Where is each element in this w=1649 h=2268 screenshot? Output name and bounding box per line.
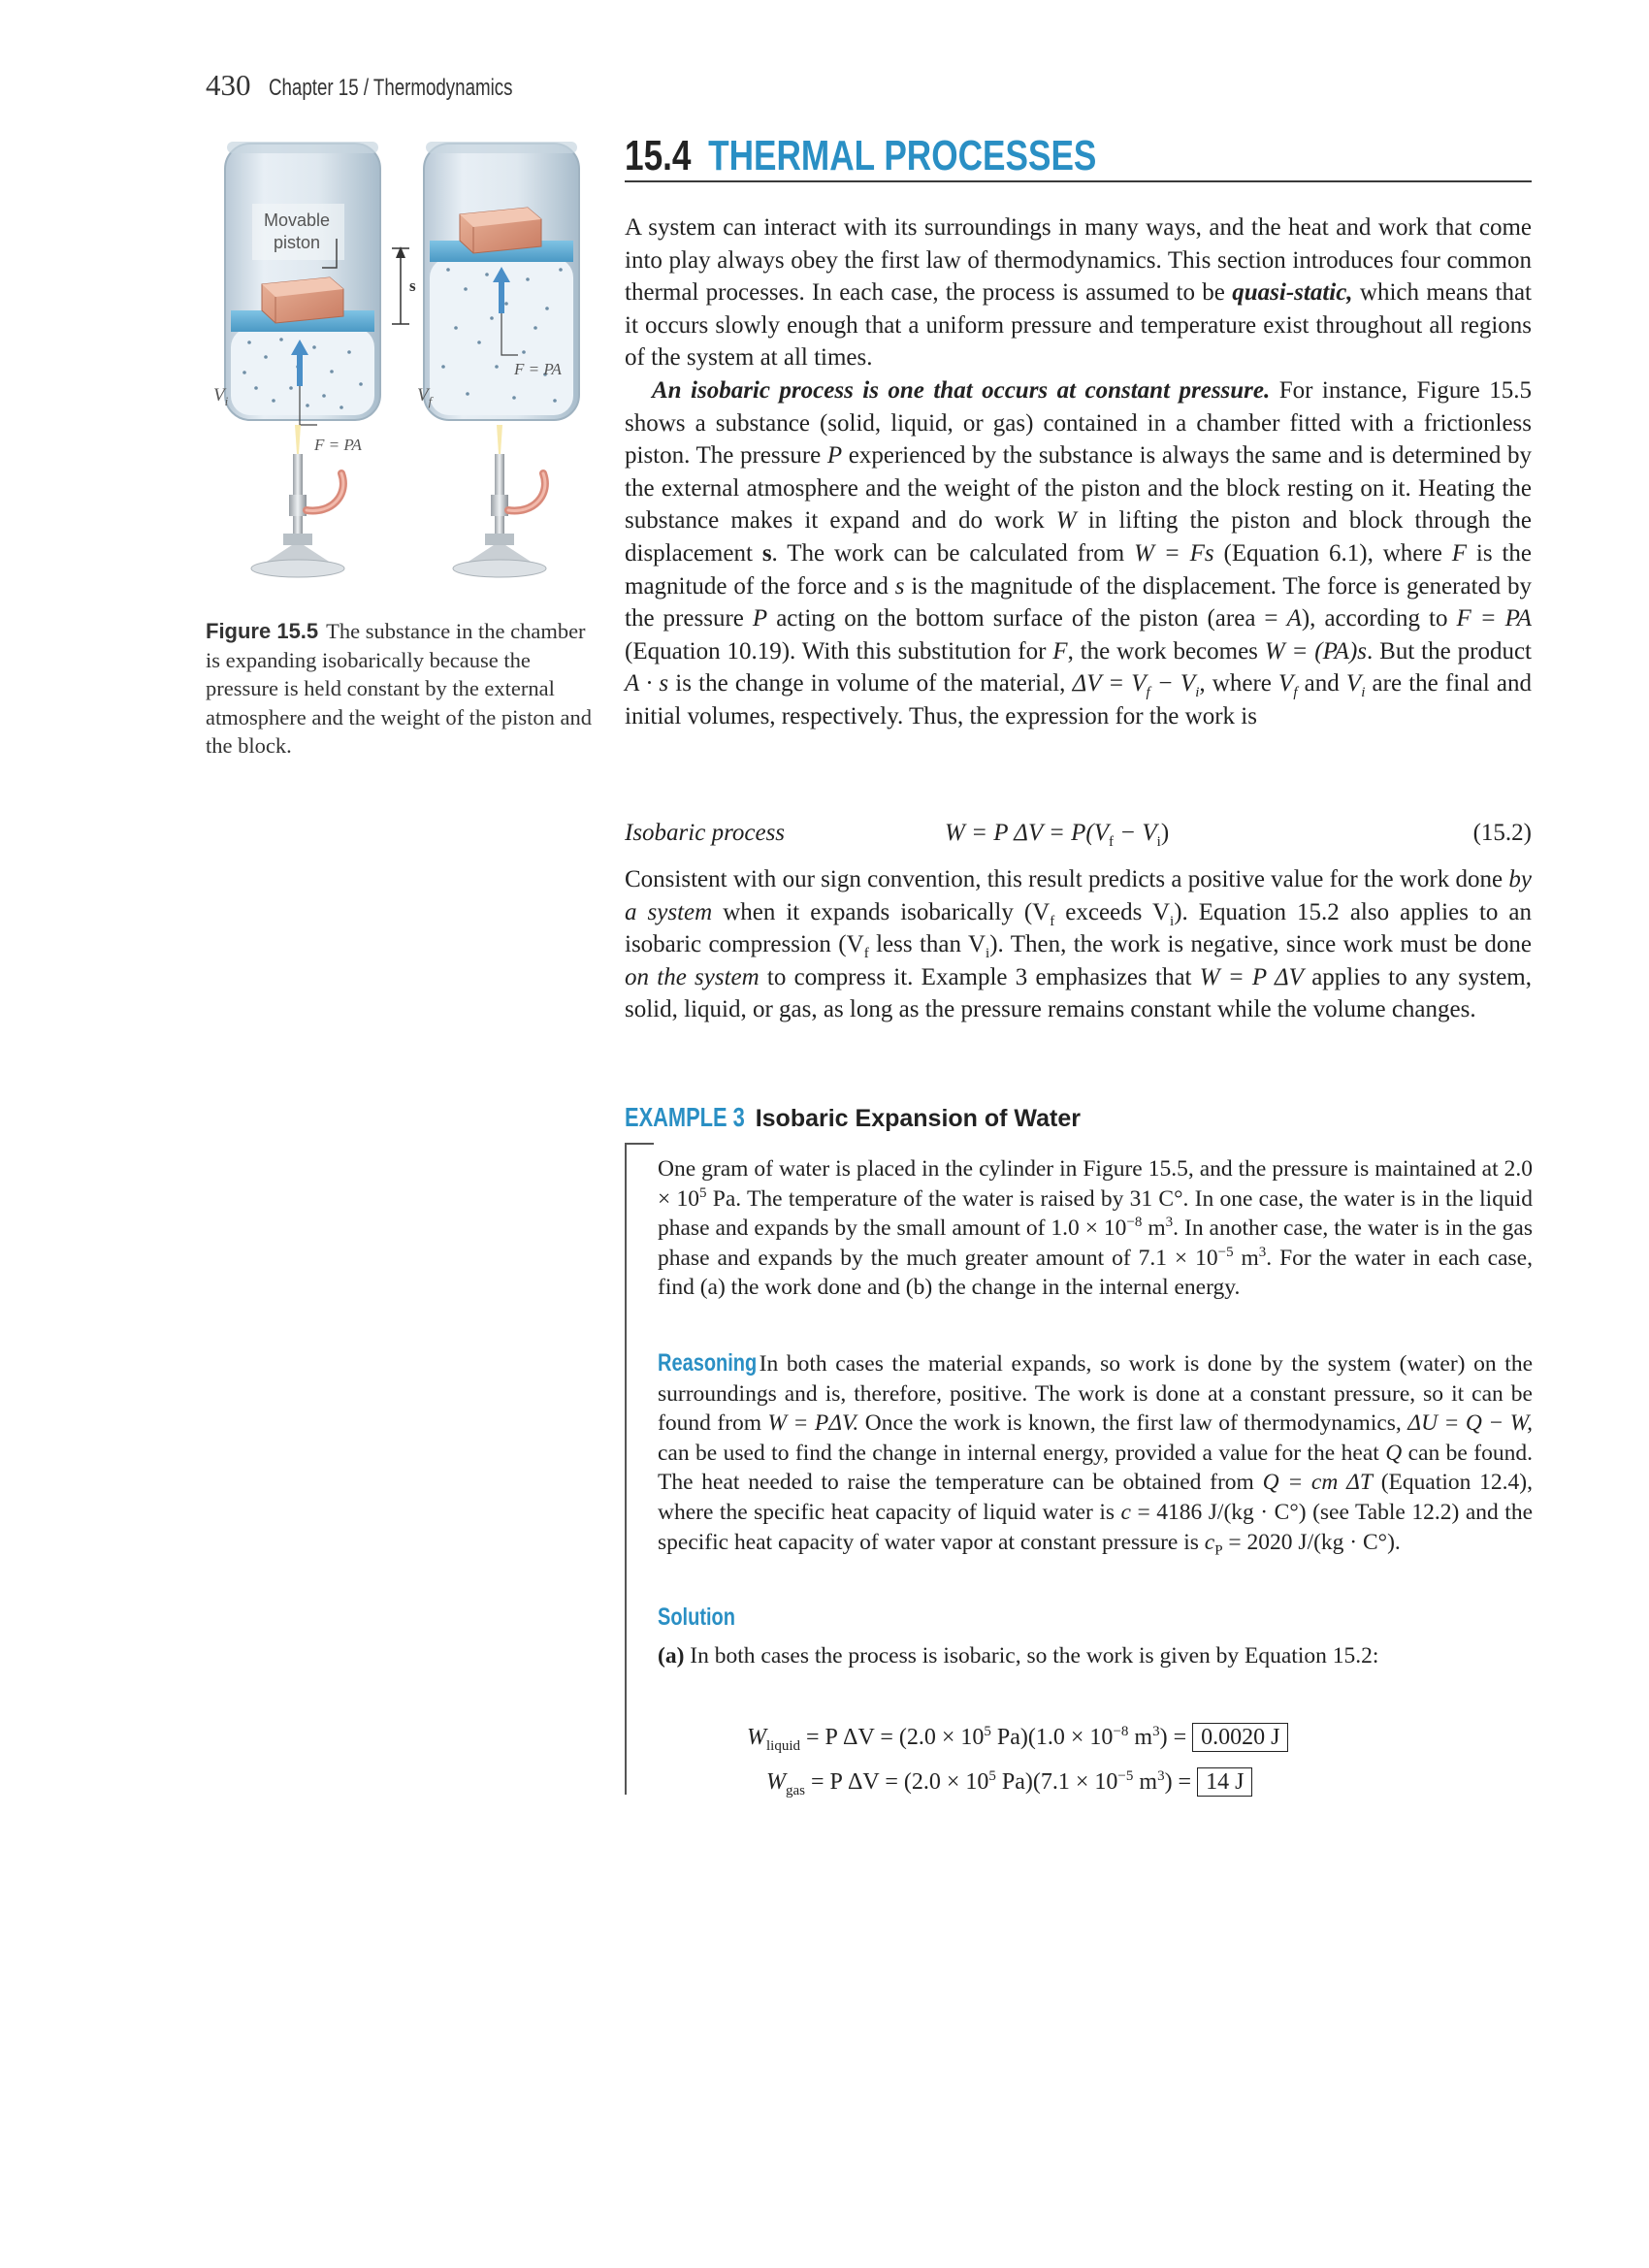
section-rule — [625, 180, 1532, 182]
paragraph-isobaric: An isobaric process is one that occurs at constant pressure. For instance, Figure 15.5 shows a substance (solid, liquid, or gas) contained in a chamber fitted with a frictionless piston. The pressure P experienced by the substance is always the same and is determined by the external atmosphere and the weight of the piston and the block resting on it. Heating the substance makes it expand and do work W in lifting the piston and block through the displacement s. The work can be calculated from W = Fs (Equation 6.1), where F is the magnitude of the force and s is the magnitude of the displacement. The force is generated by the pressure P acting on the bottom surface of the piston (area = A), according to F = PA (Equation 10.19). With this substitution for F, the work becomes W = (PA)s. But the product A · s is the change in volume of the material, $\Delta V = V_f - V_i$, where $V_f$ and $V_i$ are the final and initial volumes, respectively. Thus, the expression for the work is — [625, 376, 1533, 729]
figure-caption — [206, 617, 594, 761]
paragraph-sign-convention: Consistent with our sign convention, this result predicts a positive value for the work done by a system when it expands isobarically ($V_f$ exceeds $V_i$). Equation 15.2 also applies to an isobaric compression ($V_f$ less than $V_i$). Then, the work is negative, since work must be done on the system to compress it. Example 3 emphasizes that W = P ΔV applies to any system, solid, liquid, or gas, as long as the pressure remains constant while the volume changes. — [625, 866, 1533, 1023]
figure-caption-text: The substance in the chamber is expanding isobarically because the pressure is held constant by the external atmosphere and the weight of the piston and the block. — [206, 619, 593, 758]
right-bunsen-burner — [453, 425, 546, 577]
work-liquid-equation: $W_{liquid} = P$ $\Delta V = (2.0 \times 10^5$ $Pa)(1.0 \times 10^{-8}$ $m^3) = 0.0020$ J — [658, 1715, 1533, 1760]
equation-number: (15.2) — [1472, 820, 1532, 846]
example-reasoning: Reasoning In both cases the material expands, so work is done by the system (water) on the surroundings and is, therefore, positive. The work is done at a constant pressure, so it can be found from W = PΔV. Once the work is known, the first law of thermodynamics, ΔU = Q − W, can be used to find the change in internal energy, provided a value for the heat Q can be found. The heat needed to raise the temperature can be obtained from Q = cm ΔT (Equation 12.4), where the specific heat capacity of liquid water is c = 4186 J/(kg · C°) (see Table 12.2) and the specific heat capacity of water vapor at constant pressure is $c_P = 2020$ J/(kg · C°). — [658, 1349, 1533, 1559]
section-number: 15.4 — [625, 132, 692, 179]
movable-piston-label-2: piston — [273, 233, 321, 252]
example-label: EXAMPLE 3 — [625, 1102, 745, 1132]
isobaric-chamber-illustration — [206, 134, 594, 614]
solution-label: Solution — [658, 1604, 735, 1631]
equation-label: Isobaric process — [625, 820, 786, 846]
displacement-label: s — [409, 276, 416, 295]
movable-piston-label-1: Movable — [263, 211, 331, 230]
equation-body: W = P $\Delta V = P(V_f - V_i)$ — [945, 820, 1170, 850]
example-bracket — [625, 1143, 627, 1795]
chapter-label: Chapter 15 / Thermodynamics — [268, 75, 512, 101]
section-heading — [625, 132, 1096, 180]
figure-caption-label: Figure 15.5 — [206, 619, 319, 643]
example-bracket-top — [625, 1143, 654, 1145]
displacement-arrow — [392, 246, 409, 324]
force-label-left: F = PA — [314, 436, 362, 454]
work-gas-equation: $W_{gas} = P$ $\Delta V = (2.0 \times 10^5$ $Pa)(7.1 \times 10^{-5}$ $m^3) = 14$ J — [658, 1760, 1533, 1804]
work-equations — [658, 1715, 1533, 1804]
left-cylinder — [225, 142, 380, 420]
work-liquid-result: 0.0020 J — [1192, 1723, 1288, 1752]
equation-15-2 — [625, 820, 1532, 855]
example-title: Isobaric Expansion of Water — [755, 1105, 1081, 1132]
example-problem: One gram of water is placed in the cylinder in Figure 15.5, and the pressure is maintained at $2.0 \times 10^5$ Pa. The temperature of the water is raised by 31 C°. In one case, the water is in the liquid phase and expands by the small amount of $1.0 \times 10^{-8}$ $m^3$. In another case, the water is in the gas phase and expands by the much greater amount of $7.1 \times 10^{-5}$ $m^3$. For the water in each case, find (a) the work done and (b) the change in the internal energy. — [658, 1156, 1533, 1301]
final-volume-label: $V_f$ — [417, 385, 433, 408]
paragraph-quasi-static: A system can interact with its surroundings in many ways, and the heat and work that come into play always obey the first law of thermodynamics. This section introduces four common thermal processes. In each case, the process is assumed to be quasi-static, which means that it occurs slowly enough that a uniform pressure and temperature exist throughout all regions of the system at all times. An isobaric process is one that occurs at constant pressure. For instance, Figure 15.5 shows a substance (solid, liquid, or gas) contained in a chamber fitted with a frictionless piston. The pressure P experienced by the substance is always the same and is determined by the external atmosphere and the weight of the piston and the block resting on it. Heating the substance makes it expand and do work W in lifting the piston and block through the displacement s. The work can be calculated from W = Fs (Equation 6.1), where F is the magnitude of the force and s is the magnitude of the displacement. The force is generated by the pressure P acting on the bottom surface of the piston (area = A), according to F = PA (Equation 10.19). With this substitution for F, the work becomes W = (PA)s. But the product A · s is the change in volume of the material, $\Delta V = V_f - V_i$, where $V_f$ and $V_i$ are the final and initial volumes, respectively. Thus, the expression for the work is — [625, 211, 1532, 733]
isobaric-definition: An isobaric process is one that occurs at constant pressure. — [652, 376, 1271, 404]
reasoning-label: Reasoning — [658, 1349, 758, 1377]
figure-15-5 — [206, 134, 594, 614]
force-label-right: F = PA — [514, 360, 562, 378]
term-quasi-static: quasi-static, — [1232, 279, 1353, 307]
page-number: 430 — [206, 68, 251, 102]
work-gas-result: 14 J — [1197, 1767, 1252, 1797]
page-header — [206, 68, 581, 107]
example-heading — [625, 1102, 1081, 1133]
solution-part-a-label: (a) — [658, 1642, 685, 1669]
initial-volume-label: $V_i$ — [213, 385, 229, 408]
section-title: THERMAL PROCESSES — [708, 132, 1097, 179]
example-solution: Solution (a) In both cases the process is isobaric, so the work is given by Equation 15.2: — [658, 1604, 1379, 1669]
